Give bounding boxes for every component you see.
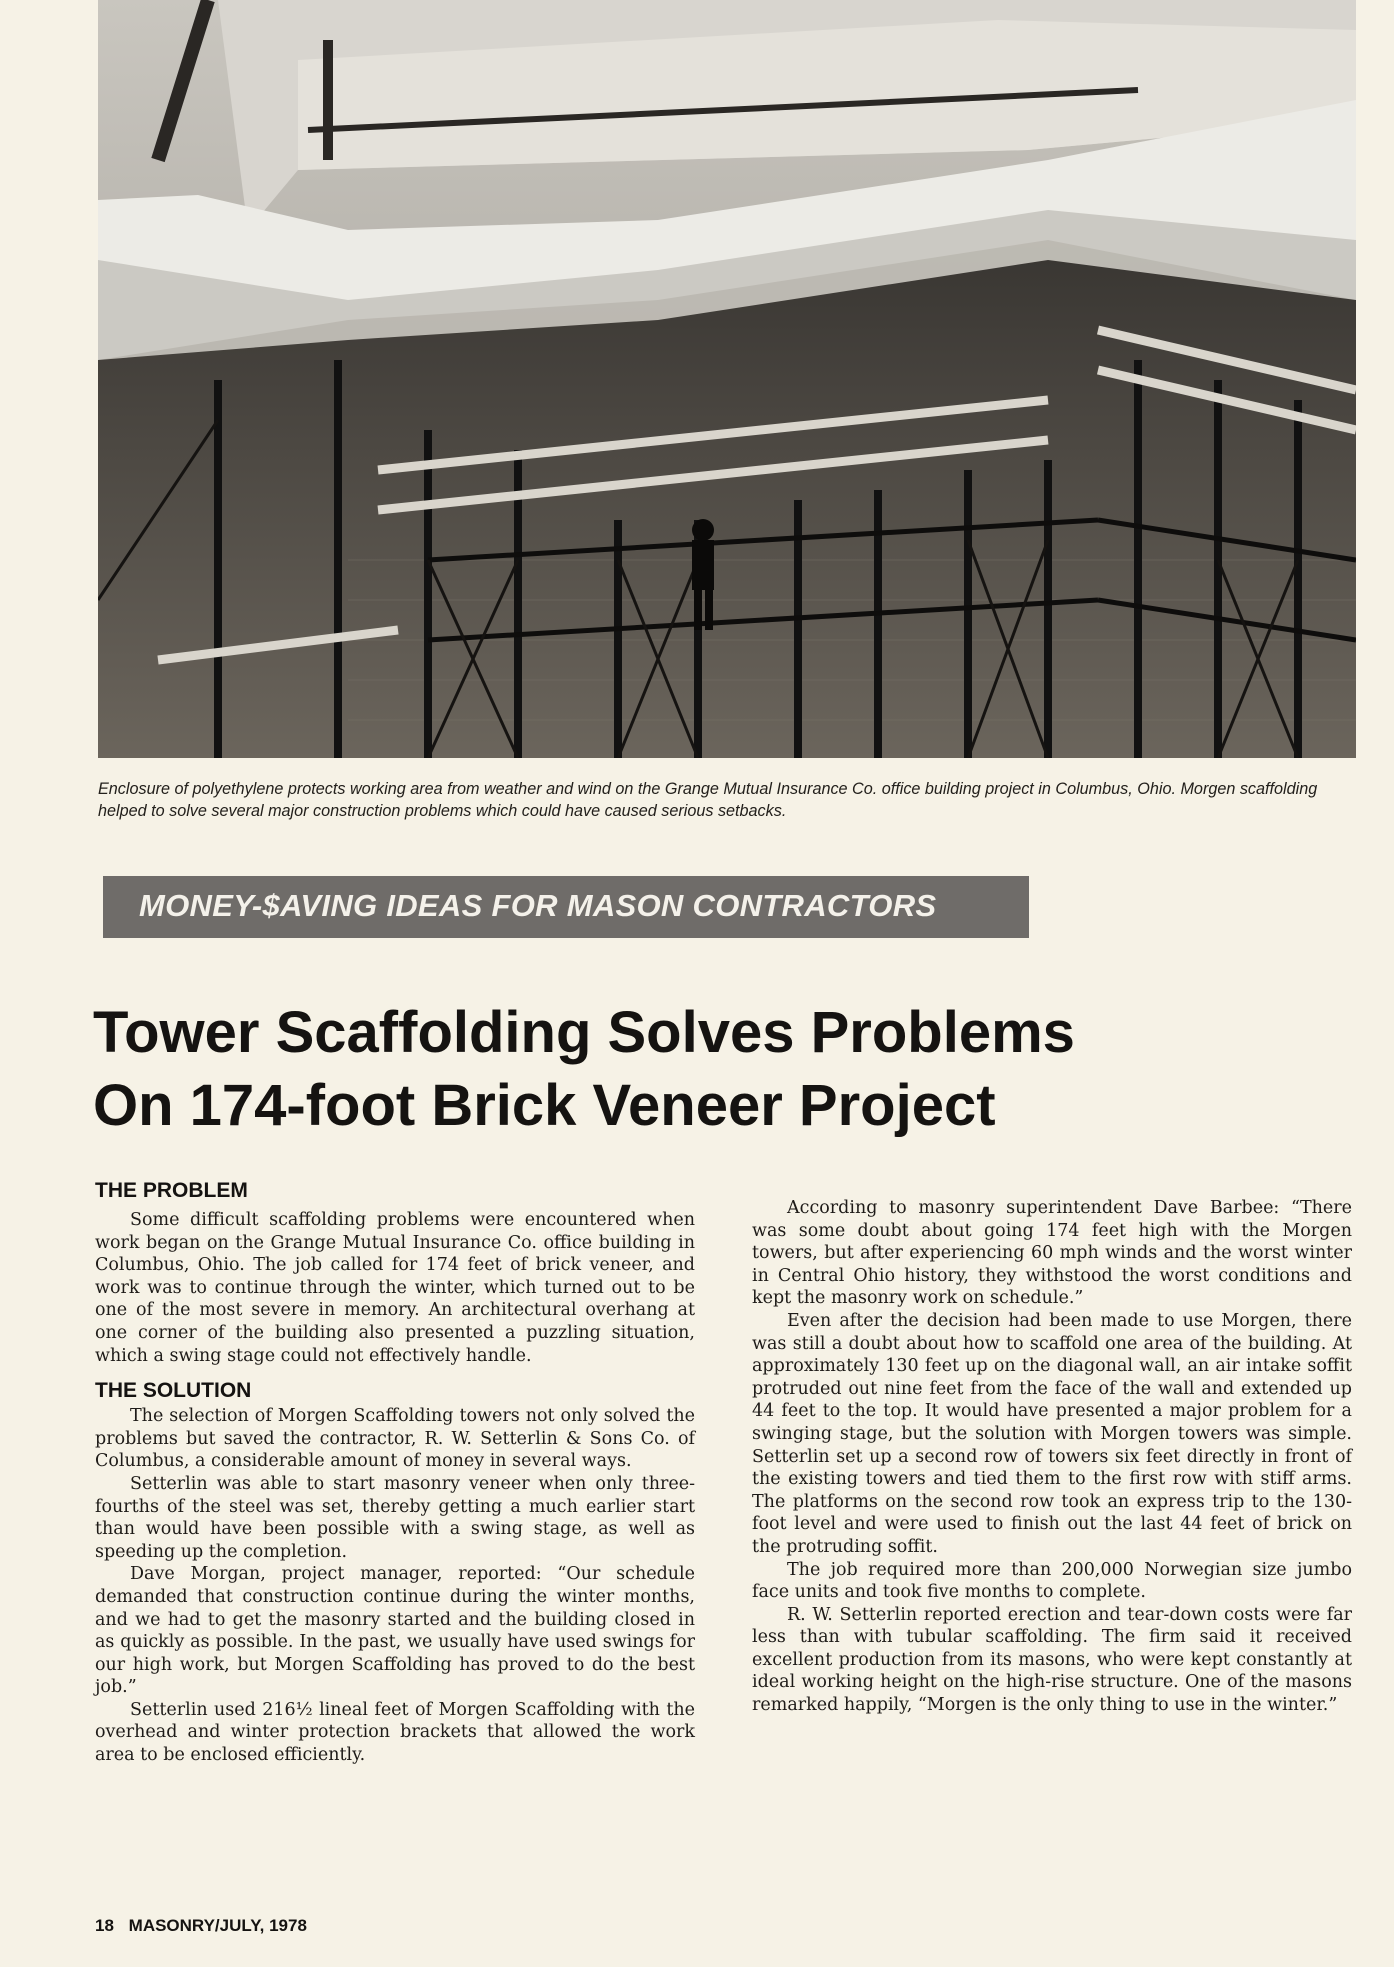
- page-number: 18: [95, 1916, 114, 1935]
- article-column-right: [752, 1197, 1352, 1717]
- photo-caption: Enclosure of polyethylene protects working area from weather and wind on the Grange Mutual Insurance Co. office building project in Columbus, Ohio. Morgen scaffolding helped to solve several major construction problems which could have caused serious setbacks.: [98, 780, 1318, 821]
- article-title: [93, 996, 1293, 1142]
- solution-paragraph-4: Setterlin used 216½ lineal feet of Morgen Scaffolding with the overhead and winter protection brackets that allowed the work area to be enclosed efficiently.: [95, 1699, 695, 1766]
- title-line-1: Tower Scaffolding Solves Problems: [93, 1000, 1075, 1065]
- publication-line: MASONRY/JULY, 1978: [128, 1916, 307, 1935]
- solution-paragraph-7: The job required more than 200,000 Norwegian size jumbo face units and took five months to complete.: [752, 1559, 1352, 1603]
- problem-heading: THE PROBLEM: [95, 1179, 248, 1202]
- page-footer: [95, 1916, 307, 1936]
- scaffolding-illustration: [98, 0, 1356, 758]
- article-column-left: [95, 1177, 695, 1767]
- solution-paragraph-1: The selection of Morgen Scaffolding towers not only solved the problems but saved the contractor, R. W. Setterlin & Sons Co. of Columbus, a considerable amount of money in several ways.: [95, 1406, 695, 1472]
- problem-paragraph: Some difficult scaffolding problems were encountered when work began on the Grange Mutual Insurance Co. office building in Columbus, Ohio. The job called for 174 feet of brick veneer, and work was to continue through the winter, which turned out to be one of the most severe in memory. An architectural overhang at one corner of the building also presented a puzzling situation, which a swing stage could not effectively handle.: [95, 1210, 695, 1366]
- building-photo: [98, 0, 1356, 758]
- solution-paragraph-2: Setterlin was able to start masonry veneer when only three-fourths of the steel was set, thereby getting a much earlier start than would have been possible with a swing stage, as well as speeding up the completion.: [95, 1473, 695, 1562]
- solution-paragraph-3: Dave Morgan, project manager, reported: “Our schedule demanded that construction continue during the winter months, and we had to get the masonry started and the building closed in as quickly as possible. In the past, we usually have used swings for our high work, but Morgen Scaffolding has proved to do the best job.”: [95, 1564, 695, 1698]
- solution-heading: THE SOLUTION: [95, 1379, 252, 1403]
- solution-paragraph-6: Even after the decision had been made to use Morgen, there was still a doubt about how to scaffold one area of the building. At approximately 130 feet up on the diagonal wall, an air intake soffit protruded out nine feet from the face of the wall and extended up 44 feet to the top. It would have presented a major problem for a swinging stage, but the solution with Morgen towers was simple. Setterlin set up a second row of towers six feet directly in front of the existing towers and tied them to the first row with stiff arms. The platforms on the second row took an express trip to the 130-foot level and were used to finish out the last 44 feet of brick on the protruding soffit.: [752, 1310, 1352, 1557]
- solution-paragraph-5: According to masonry superintendent Dave Barbee: “There was some doubt about going 174 feet high with the Morgen towers, but after experiencing 60 mph winds and the worst winter in Central Ohio history, they withstood the worst conditions and kept the masonry work on schedule.”: [752, 1198, 1352, 1309]
- title-line-2: On 174-foot Brick Veneer Project: [93, 1073, 996, 1138]
- solution-paragraph-8: R. W. Setterlin reported erection and tear-down costs were far less than with tubular scaffolding. The firm said it received excellent production from its masons, who were kept constantly at ideal working height on the high-rise structure. One of the masons remarked happily, “Morgen is the only thing to use in the winter.”: [752, 1604, 1352, 1716]
- banner-text: MONEY-$AVING IDEAS FOR MASON CONTRACTORS: [139, 888, 937, 923]
- section-banner: [103, 876, 1029, 938]
